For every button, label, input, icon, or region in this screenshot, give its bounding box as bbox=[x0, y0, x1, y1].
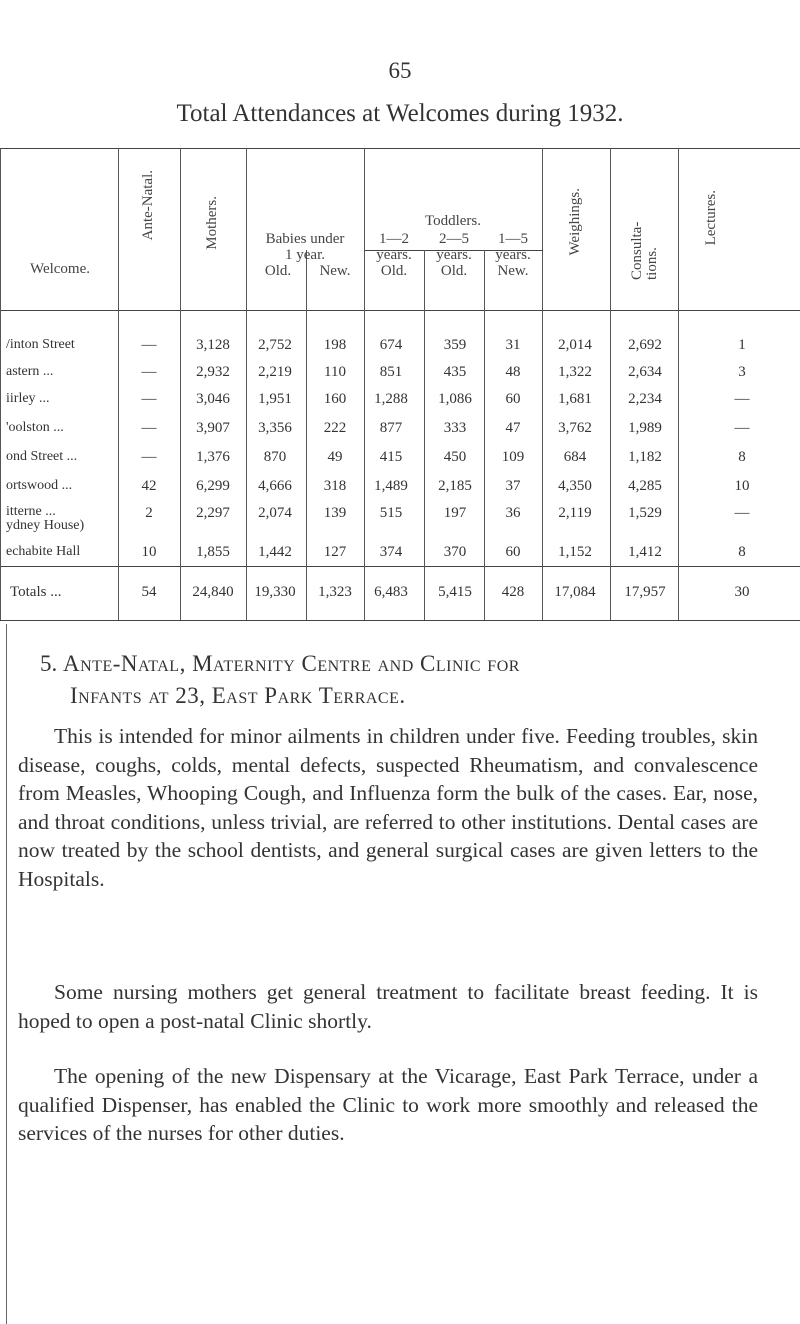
header-toddlers: Toddlers. bbox=[424, 213, 482, 229]
cell-mothers: 3,046 bbox=[196, 391, 230, 407]
cell-mothers: 2,297 bbox=[196, 505, 230, 521]
cell-babies-old: 4,666 bbox=[258, 478, 292, 494]
header-weighings: Weighings. bbox=[567, 188, 583, 256]
cell-toddlers-1-2: 674 bbox=[379, 337, 403, 353]
section-heading-line1 bbox=[40, 648, 800, 680]
cell-toddlers-2-5: 435 bbox=[443, 364, 467, 380]
header-toddlers-age-1-5: 1—5 bbox=[498, 231, 528, 247]
cell-ante-natal: — bbox=[141, 449, 157, 465]
cell-toddlers-1-5: 428 bbox=[501, 584, 525, 600]
cell-babies-new: 139 bbox=[323, 505, 347, 521]
header-mothers: Mothers. bbox=[204, 196, 220, 250]
welcome-name: itterne ... bbox=[6, 504, 56, 519]
cell-toddlers-1-5: 47 bbox=[505, 420, 521, 436]
paragraph: The opening of the new Dispensary at the Vicarage, East Park Terrace, under a qualified Dispenser, has enabled the Clinic to work more smoothly and released the services of the nurses for other duties. bbox=[18, 1064, 758, 1145]
cell-ante-natal: — bbox=[141, 337, 157, 353]
paragraph: This is intended for minor ailments in children under five. Feeding troubles, skin disease, coughs, colds, mental defects, suspected Rheumatism, and convalescence from Measles, Whooping Cough, and Influenza form the bulk of the cases. Ear, nose, and throat conditions, unless trivial, are referred to other institutions. Dental cases are now treated by the school dentists, and general surgical cases are given letters to the Hospitals. bbox=[18, 724, 758, 891]
cell-toddlers-2-5: 450 bbox=[443, 449, 467, 465]
cell-toddlers-2-5: 370 bbox=[443, 544, 467, 560]
table-row bbox=[0, 449, 800, 469]
cell-mothers: 2,932 bbox=[196, 364, 230, 380]
table-row bbox=[0, 337, 800, 357]
table-row bbox=[0, 505, 800, 539]
welcome-name: astern ... bbox=[6, 364, 54, 379]
cell-lectures: — bbox=[734, 391, 750, 407]
cell-babies-old: 870 bbox=[263, 449, 287, 465]
table-row bbox=[0, 478, 800, 498]
totals-row bbox=[0, 584, 800, 604]
cell-lectures: 3 bbox=[738, 364, 746, 380]
header-toddlers-old: Old. bbox=[380, 263, 408, 279]
cell-toddlers-1-2: 1,288 bbox=[374, 391, 408, 407]
cell-weighings: 4,350 bbox=[558, 478, 592, 494]
cell-babies-new: 318 bbox=[323, 478, 347, 494]
header-toddlers-new: New. bbox=[497, 263, 529, 279]
cell-toddlers-1-5: 60 bbox=[505, 544, 521, 560]
cell-weighings: 1,322 bbox=[558, 364, 592, 380]
cell-consultations: 1,182 bbox=[628, 449, 662, 465]
cell-mothers: 3,128 bbox=[196, 337, 230, 353]
cell-ante-natal: — bbox=[141, 420, 157, 436]
table-row bbox=[0, 364, 800, 384]
cell-toddlers-2-5: 2,185 bbox=[438, 478, 472, 494]
cell-lectures: — bbox=[734, 420, 750, 436]
cell-babies-old: 3,356 bbox=[258, 420, 292, 436]
cell-babies-old: 2,219 bbox=[258, 364, 292, 380]
section-number: 5. bbox=[40, 651, 58, 676]
cell-consultations: 1,529 bbox=[628, 505, 662, 521]
header-consultations: Consulta-tions. bbox=[629, 221, 660, 280]
cell-mothers: 24,840 bbox=[192, 584, 234, 600]
cell-lectures: 8 bbox=[738, 544, 746, 560]
table-row bbox=[0, 420, 800, 440]
cell-consultations: 2,692 bbox=[628, 337, 662, 353]
cell-ante-natal: 54 bbox=[141, 584, 157, 600]
cell-babies-new: 127 bbox=[323, 544, 347, 560]
cell-toddlers-1-2: 374 bbox=[379, 544, 403, 560]
totals-top-rule bbox=[0, 566, 800, 567]
header-toddlers-age-1-2: 1—2 bbox=[379, 231, 409, 247]
header-babies-old: Old. bbox=[264, 263, 292, 279]
cell-consultations: 2,634 bbox=[628, 364, 662, 380]
cell-mothers: 3,907 bbox=[196, 420, 230, 436]
cell-toddlers-1-2: 877 bbox=[379, 420, 403, 436]
header-toddlers-years: years. bbox=[436, 247, 472, 263]
cell-babies-new: 222 bbox=[323, 420, 347, 436]
cell-mothers: 6,299 bbox=[196, 478, 230, 494]
cell-toddlers-1-2: 851 bbox=[379, 364, 403, 380]
paragraph: Some nursing mothers get general treatment to facilitate breast feeding. It is hoped to open a post-natal Clinic shortly. bbox=[18, 980, 758, 1033]
cell-ante-natal: — bbox=[141, 364, 157, 380]
table-row bbox=[0, 391, 800, 411]
cell-lectures: 30 bbox=[734, 584, 750, 600]
cell-lectures: 10 bbox=[734, 478, 750, 494]
cell-lectures: 8 bbox=[738, 449, 746, 465]
header-toddlers-years: years. bbox=[376, 247, 412, 263]
cell-weighings: 2,014 bbox=[558, 337, 592, 353]
cell-toddlers-1-2: 415 bbox=[379, 449, 403, 465]
header-babies-new: New. bbox=[319, 263, 351, 279]
cell-toddlers-1-5: 109 bbox=[501, 449, 525, 465]
cell-toddlers-2-5: 1,086 bbox=[438, 391, 472, 407]
cell-babies-old: 2,752 bbox=[258, 337, 292, 353]
cell-toddlers-1-5: 60 bbox=[505, 391, 521, 407]
cell-lectures: 1 bbox=[738, 337, 746, 353]
margin-rule bbox=[6, 624, 7, 1324]
cell-weighings: 1,681 bbox=[558, 391, 592, 407]
table-top-rule bbox=[0, 148, 800, 149]
cell-toddlers-1-5: 31 bbox=[505, 337, 521, 353]
cell-babies-new: 110 bbox=[324, 364, 346, 380]
cell-toddlers-1-5: 37 bbox=[505, 478, 521, 494]
section-heading-text: Ante-Natal, Maternity Centre and Clinic for bbox=[63, 651, 520, 676]
cell-toddlers-2-5: 333 bbox=[443, 420, 467, 436]
welcome-name: echabite Hall bbox=[6, 544, 81, 559]
header-lectures: Lectures. bbox=[703, 190, 719, 246]
cell-babies-new: 1,323 bbox=[318, 584, 352, 600]
cell-weighings: 1,152 bbox=[558, 544, 592, 560]
cell-toddlers-2-5: 359 bbox=[443, 337, 467, 353]
cell-consultations: 4,285 bbox=[628, 478, 662, 494]
cell-babies-new: 198 bbox=[323, 337, 347, 353]
cell-weighings: 3,762 bbox=[558, 420, 592, 436]
cell-babies-old: 19,330 bbox=[254, 584, 296, 600]
cell-mothers: 1,376 bbox=[196, 449, 230, 465]
header-babies: Babies under bbox=[265, 231, 345, 247]
welcome-name: iirley ... bbox=[6, 391, 50, 406]
cell-consultations: 2,234 bbox=[628, 391, 662, 407]
cell-toddlers-1-2: 1,489 bbox=[374, 478, 408, 494]
header-toddlers-old: Old. bbox=[440, 263, 468, 279]
cell-consultations: 1,412 bbox=[628, 544, 662, 560]
welcome-name: /inton Street bbox=[6, 337, 75, 352]
cell-ante-natal: — bbox=[141, 391, 157, 407]
totals-label: Totals ... bbox=[10, 584, 62, 600]
table-bottom-rule bbox=[0, 620, 800, 621]
section-heading bbox=[40, 648, 800, 712]
cell-toddlers-1-2: 515 bbox=[379, 505, 403, 521]
cell-toddlers-1-5: 48 bbox=[505, 364, 521, 380]
table-row bbox=[0, 544, 800, 564]
header-babies-age: 1 year. bbox=[285, 247, 325, 263]
cell-ante-natal: 42 bbox=[141, 478, 157, 494]
header-toddlers-age-2-5: 2—5 bbox=[439, 231, 469, 247]
cell-babies-new: 160 bbox=[323, 391, 347, 407]
cell-consultations: 17,957 bbox=[624, 584, 666, 600]
welcome-name: ond Street ... bbox=[6, 449, 78, 464]
header-toddlers-years: years. bbox=[495, 247, 531, 263]
cell-ante-natal: 10 bbox=[141, 544, 157, 560]
cell-weighings: 2,119 bbox=[558, 505, 592, 521]
welcome-name: ortswood ... bbox=[6, 478, 73, 493]
cell-babies-old: 1,442 bbox=[258, 544, 292, 560]
cell-weighings: 684 bbox=[563, 449, 587, 465]
header-welcome: Welcome. bbox=[29, 261, 90, 277]
welcome-name: 'oolston ... bbox=[6, 420, 64, 435]
cell-ante-natal: 2 bbox=[145, 505, 153, 521]
welcome-name-line2: ydney House) bbox=[6, 518, 85, 533]
cell-consultations: 1,989 bbox=[628, 420, 662, 436]
section-heading-line2: Infants at 23, East Park Terrace. bbox=[70, 683, 406, 708]
cell-toddlers-2-5: 5,415 bbox=[438, 584, 472, 600]
header-bottom-rule bbox=[0, 310, 800, 311]
cell-mothers: 1,855 bbox=[196, 544, 230, 560]
page-title: Total Attendances at Welcomes during 1932. bbox=[176, 100, 624, 127]
cell-toddlers-2-5: 197 bbox=[443, 505, 467, 521]
cell-lectures: — bbox=[734, 505, 750, 521]
cell-babies-old: 1,951 bbox=[258, 391, 292, 407]
page-number: 65 bbox=[388, 58, 412, 83]
cell-toddlers-1-2: 6,483 bbox=[374, 584, 408, 600]
cell-babies-new: 49 bbox=[327, 449, 343, 465]
header-ante-natal: Ante-Natal. bbox=[140, 170, 156, 241]
cell-babies-old: 2,074 bbox=[258, 505, 292, 521]
cell-weighings: 17,084 bbox=[554, 584, 596, 600]
cell-toddlers-1-5: 36 bbox=[505, 505, 521, 521]
